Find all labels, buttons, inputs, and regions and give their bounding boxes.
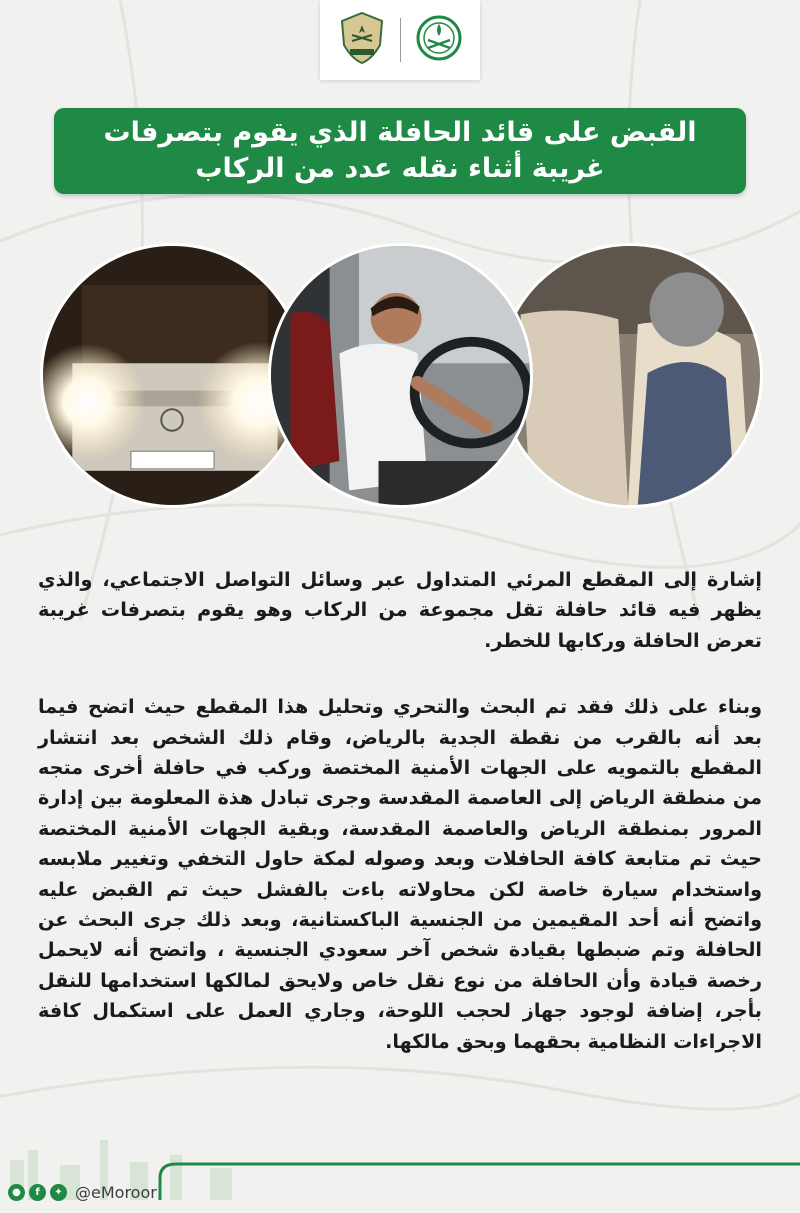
article-body — [38, 565, 762, 1057]
logos-header — [320, 0, 480, 80]
bus-front-illustration — [43, 246, 302, 505]
driver-at-steering-wheel-photo — [268, 243, 533, 508]
blurred-passenger-photo — [498, 243, 763, 508]
headline-line-2: غريبة أثناء نقله عدد من الركاب — [195, 153, 605, 184]
social-footer — [8, 1183, 157, 1202]
article-paragraph-2: وبناء على ذلك فقد تم البحث والتحري وتحليل هذا المقطع حيث اتضح فيما بعد أنه بالقرب من نقطة الجدية بالرياض، وقام ذلك الشخص بعد انتشار المقطع بالتمويه على الجهات الأمنية المختصة وركب في حافلة أخرى متجه من منطقة الرياض إلى العاصمة المقدسة وجرى تبادل هذة المعلومة بين إدارة المرور بمنطقة الرياض والعاصمة المقدسة، وبقية الجهات الأمنية المختصة حيث تم متابعة كافة الحافلات وبعد وصوله لمكة حاول التخفي وتغيير ملابسه واستخدام سيارة خاصة لكن محاولاته باءت بالفشل حيث تم القبض عليه واتضح أنه أحد المقيمين من الجنسية الباكستانية، وبعد ذلك جرى البحث عن الحافلة وتم ضبطها بقيادة شخص آخر سعودي الجنسية ، واتضح أنه لايحمل رخصة قيادة وأن الحافلة من نوع نقل خاص ولايحق لمالكها استخدامها للنقل بأجر، إضافة لوجود جهاز لحجب اللوحة، وجاري العمل على استكمال كافة الاجراءات النظامية بحقهما وبحق مالكها. — [38, 695, 762, 1053]
bus-front-at-night-photo — [40, 243, 305, 508]
traffic-department-emblem-icon — [338, 11, 386, 69]
headline-banner — [54, 108, 746, 194]
driver-illustration — [271, 246, 530, 505]
article-paragraph-1: إشارة إلى المقطع المرئي المتداول عبر وسائل التواصل الاجتماعي، والذي يظهر فيه قائد حافلة تقل مجموعة من الركاب وهو يقوم بتصرفات غريبة تعرض الحافلة وركابها للخطر. — [38, 568, 762, 652]
social-handle[interactable]: @eMoroor — [75, 1183, 157, 1202]
snapchat-icon[interactable]: ● — [8, 1184, 25, 1201]
ministry-of-interior-emblem-icon — [415, 14, 463, 66]
passenger-illustration — [501, 246, 760, 505]
headline-line-1: القبض على قائد الحافلة الذي يقوم بتصرفات — [103, 117, 697, 148]
facebook-icon[interactable]: f — [29, 1184, 46, 1201]
logo-separator — [400, 18, 401, 62]
twitter-icon[interactable]: ✦ — [50, 1184, 67, 1201]
